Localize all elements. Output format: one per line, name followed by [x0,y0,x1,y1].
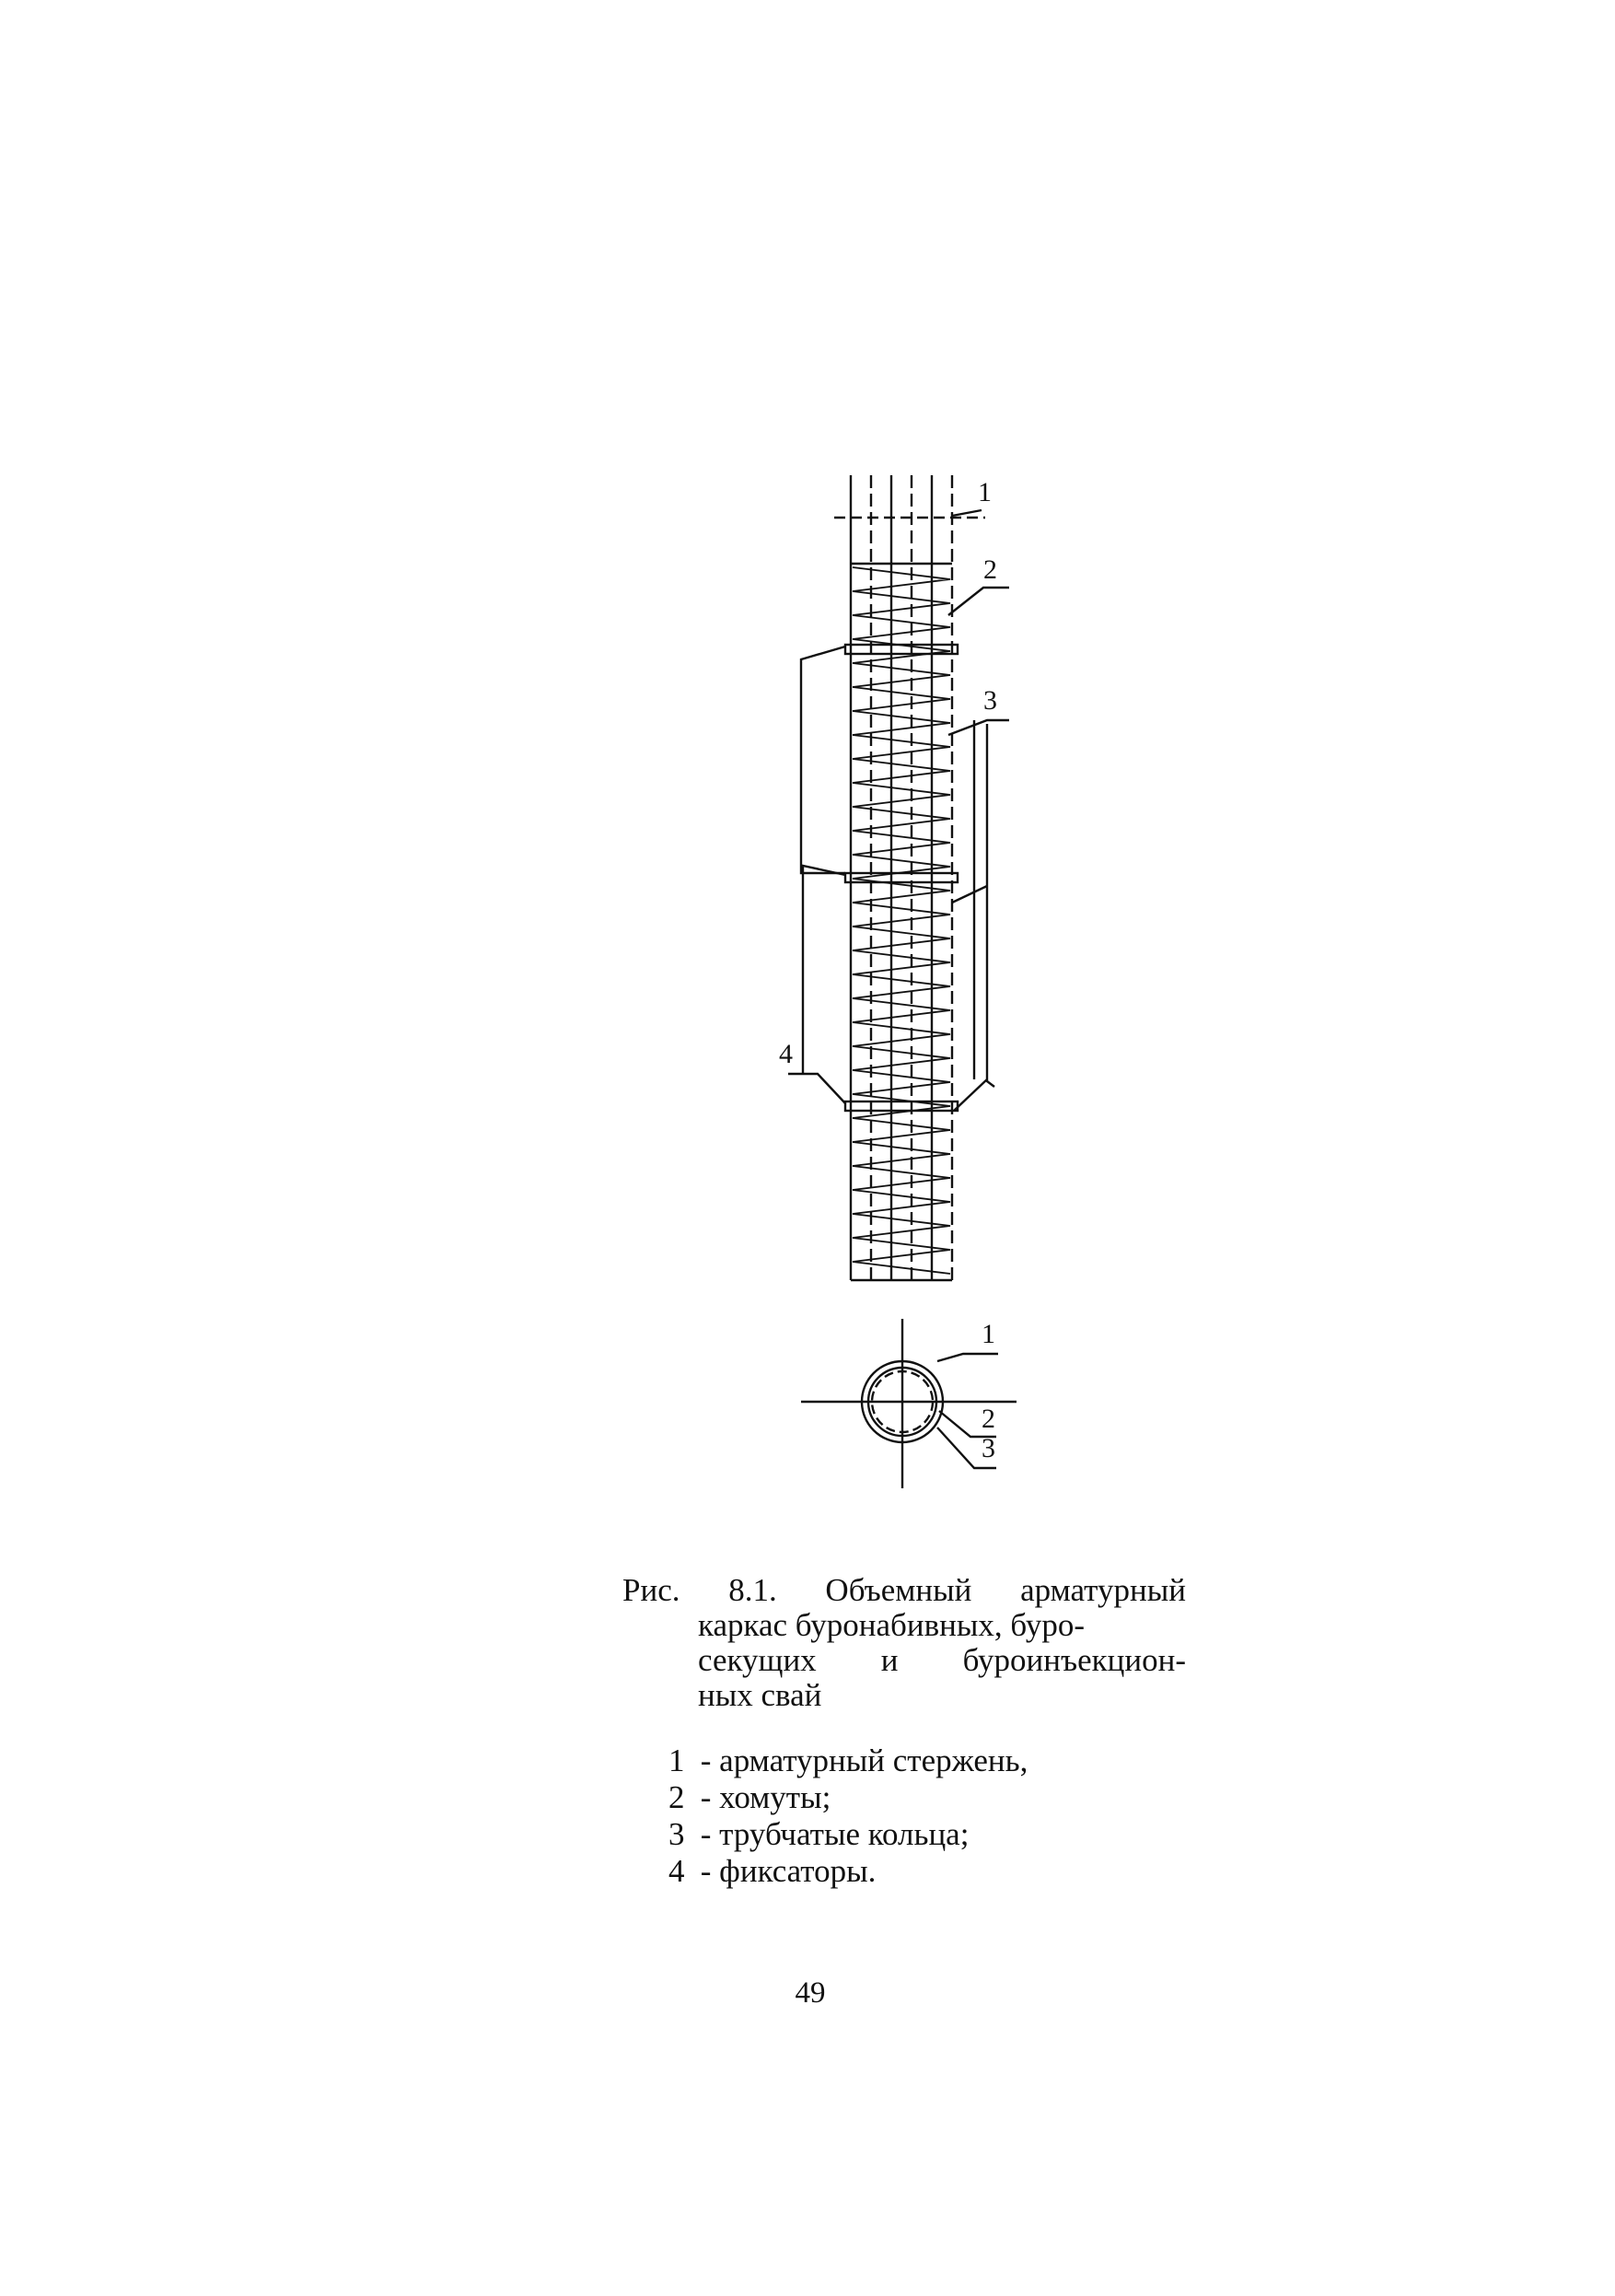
legend-text: - фиксаторы. [700,1853,877,1889]
callout-2-stirrup: 2 [983,554,997,585]
legend-item [668,1742,1028,1779]
caption-word: буроинъекцион- [962,1642,1186,1678]
plan-callout-3: 3 [982,1433,995,1463]
plan-callout-1: 1 [982,1319,995,1349]
caption-fig-prefix: Рис. [622,1572,680,1608]
page-number: 49 [795,1976,826,2010]
caption-line-3 [622,1643,1186,1678]
legend-number: 2 [668,1779,685,1815]
caption-line-2 [622,1608,1186,1643]
caption-word: арматурный [1020,1572,1186,1608]
legend-item [668,1816,1028,1853]
figure-caption [622,1573,1186,1713]
figure-legend [668,1742,1028,1890]
caption-text: каркас буронабивных, буро- [698,1607,1085,1643]
legend-number: 3 [668,1816,685,1852]
caption-fig-number: 8.1. [728,1572,777,1608]
legend-number: 4 [668,1853,685,1889]
caption-word: и [880,1642,899,1678]
legend-item [668,1853,1028,1890]
caption-word: Объемный [825,1572,972,1608]
legend-number: 1 [668,1742,685,1778]
legend-item [668,1779,1028,1816]
legend-text: - арматурный стержень, [700,1742,1028,1778]
legend-text: - трубчатые кольца; [700,1816,970,1852]
callout-1-bar: 1 [978,477,992,507]
caption-word: секущих [698,1642,817,1678]
legend-text: - хомуты; [700,1779,831,1815]
callout-4-fixator: 4 [779,1039,793,1069]
caption-line-1 [622,1573,1186,1608]
caption-line-4 [622,1678,1186,1713]
plan-callout-2: 2 [982,1404,995,1434]
caption-text: ных свай [698,1677,822,1713]
callout-3-ring: 3 [983,685,997,716]
